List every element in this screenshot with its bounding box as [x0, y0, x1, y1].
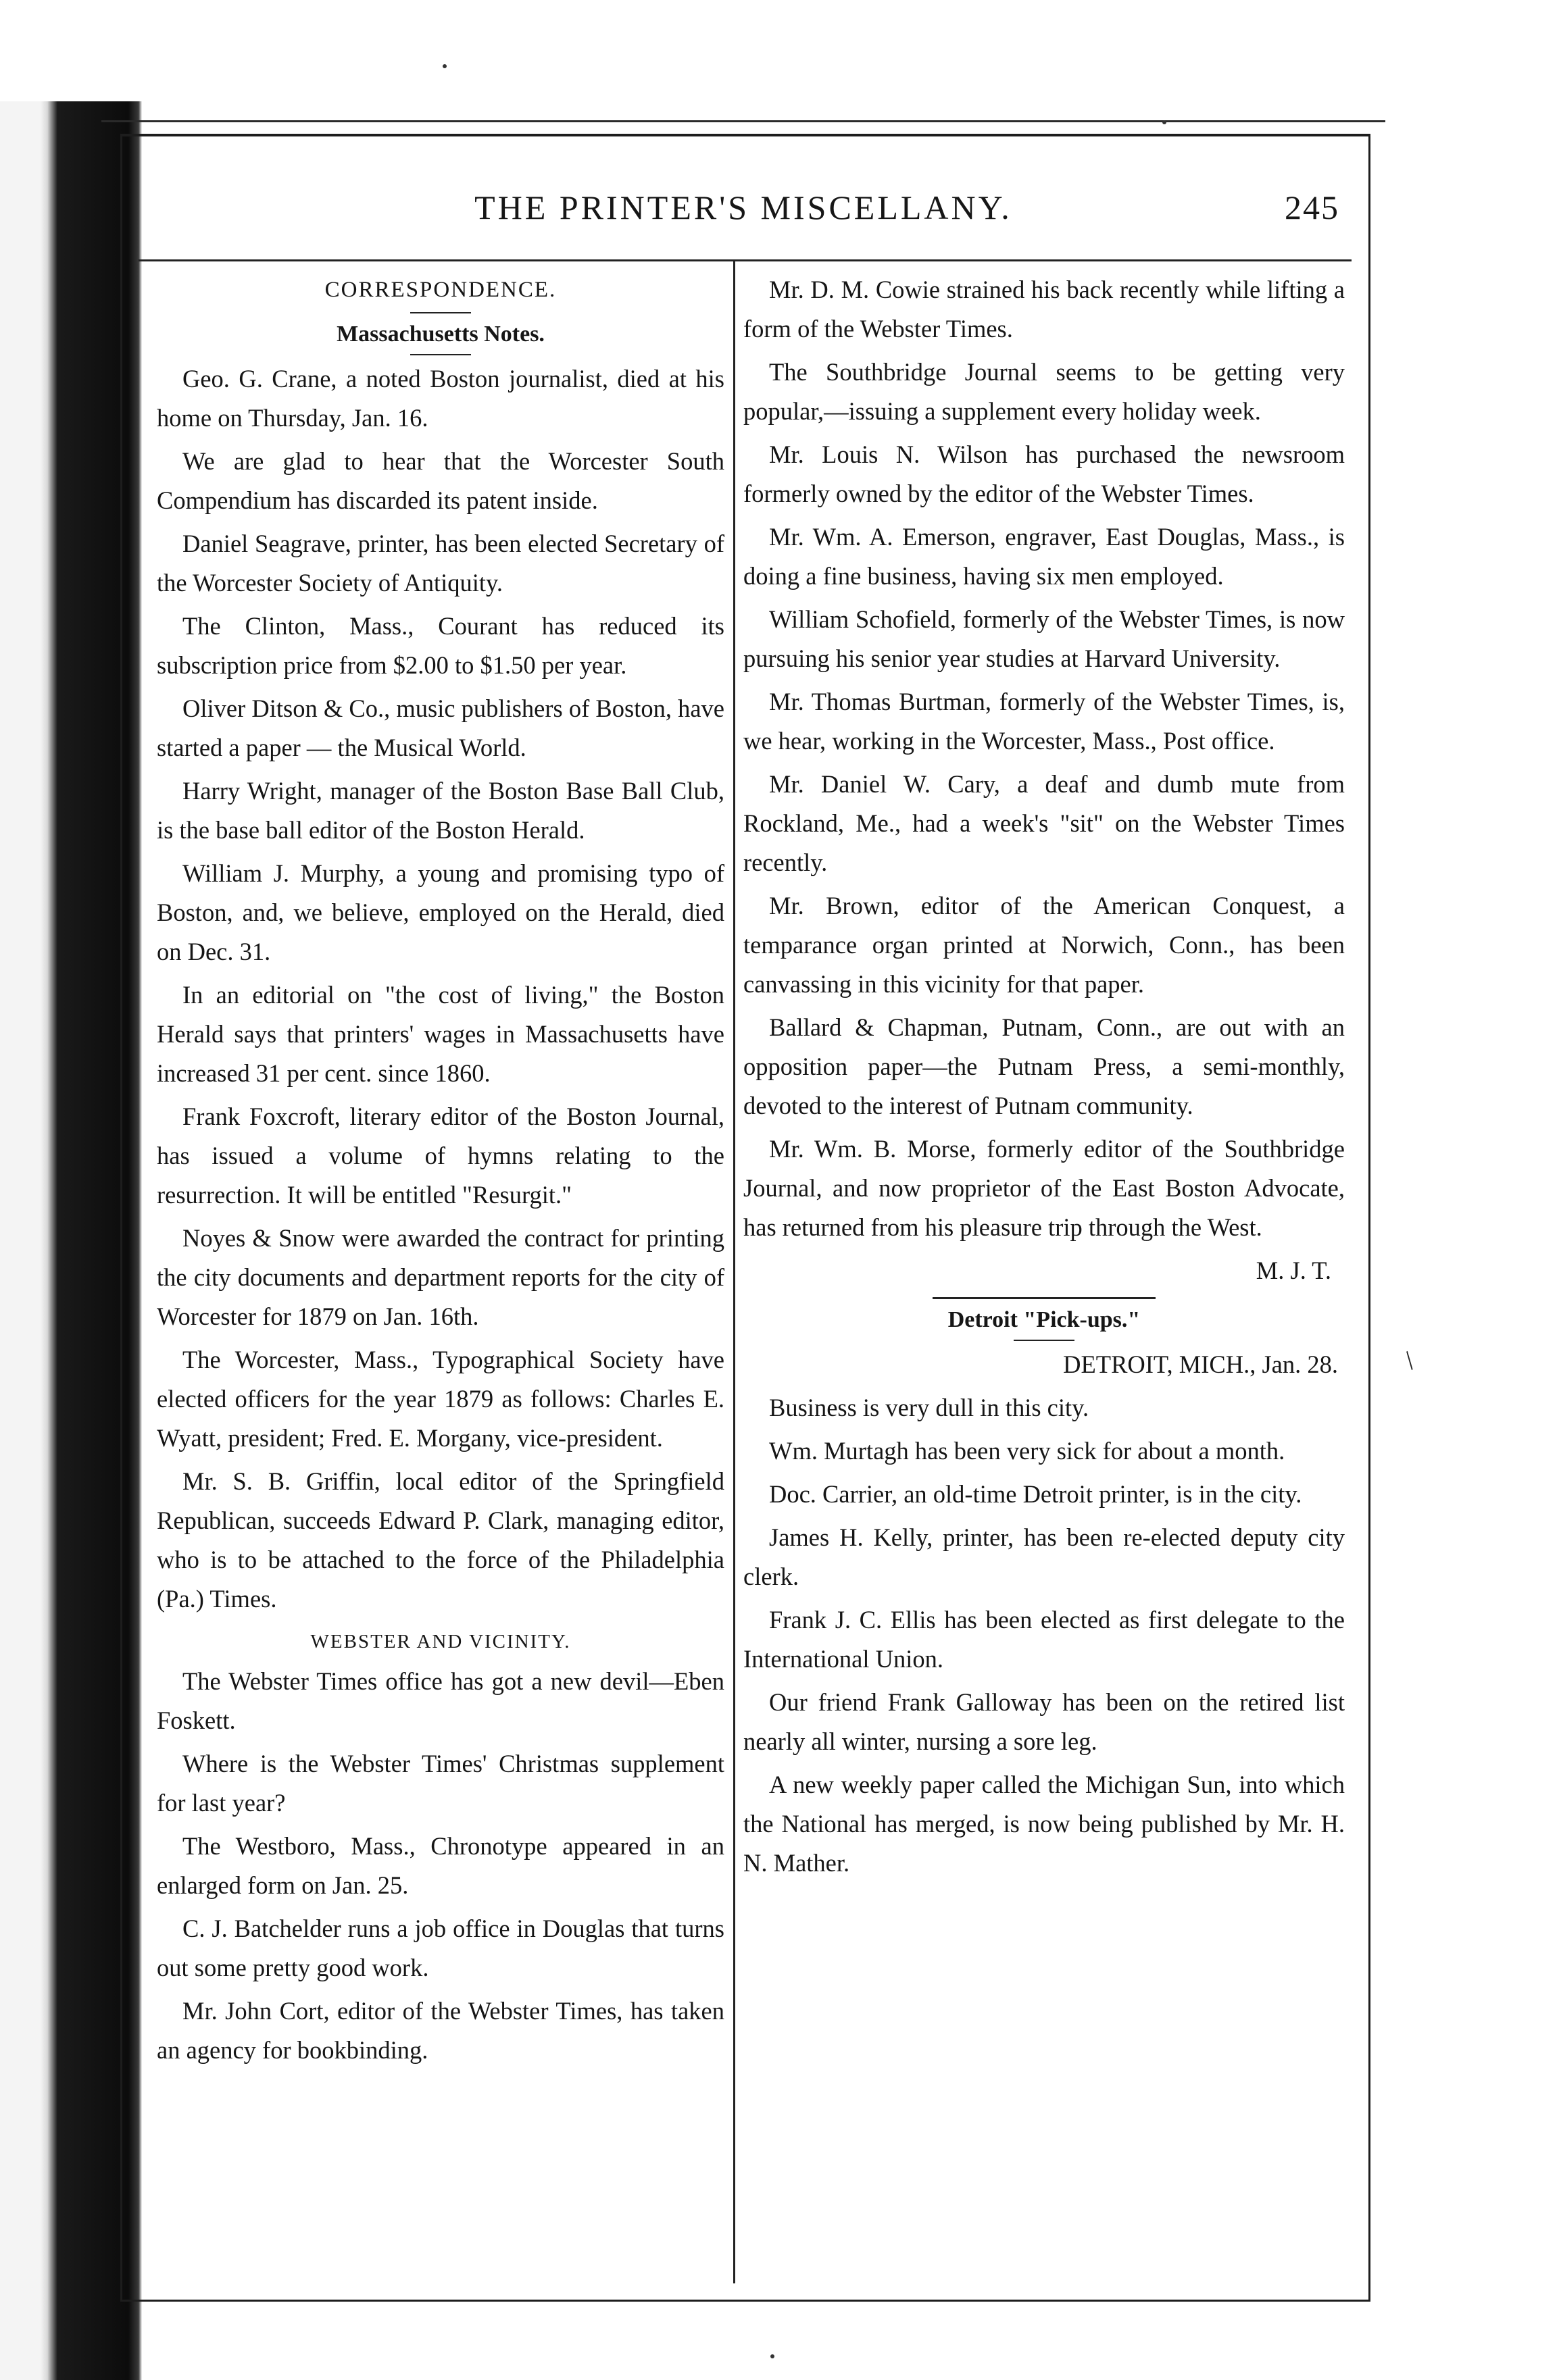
right-column — [743, 270, 1345, 1887]
article-separator-rule — [933, 1297, 1156, 1299]
running-title: THE PRINTER'S MISCELLANY. — [474, 188, 1012, 226]
left-column — [157, 270, 724, 2074]
news-item: Noyes & Snow were awarded the contract for printing the city documents and department reports for the city of Worcester for 1879 on Jan. 16th. — [157, 1224, 724, 1330]
news-item: James H. Kelly, printer, has been re-elected deputy city clerk. — [743, 1523, 1345, 1590]
news-item: Mr. Daniel W. Cary, a deaf and dumb mute from Rockland, Me., had a week's "sit" on the Webster Times recently. — [743, 770, 1345, 876]
news-item: Our friend Frank Galloway has been on the retired list nearly all winter, nursing a sore leg. — [743, 1688, 1345, 1755]
news-item: Mr. Wm. A. Emerson, engraver, East Douglas, Mass., is doing a fine business, having six men employed. — [743, 523, 1345, 590]
news-item: Mr. Louis N. Wilson has purchased the newsroom formerly owned by the editor of the Webster Times. — [743, 440, 1345, 507]
page-number: 245 — [1285, 188, 1339, 226]
subsection-rule — [410, 354, 471, 355]
news-item: Harry Wright, manager of the Boston Base Ball Club, is the base ball editor of the Boston Herald. — [157, 777, 724, 844]
news-item: Mr. Thomas Burtman, formerly of the Webster Times, is, we hear, working in the Worcester, Mass., Post office. — [743, 688, 1345, 755]
news-item: The Westboro, Mass., Chronotype appeared in an enlarged form on Jan. 25. — [157, 1832, 724, 1899]
section-title: CORRESPONDENCE. — [324, 278, 557, 302]
signature: M. J. T. — [1256, 1257, 1331, 1284]
section-rule — [410, 312, 471, 313]
news-item: Daniel Seagrave, printer, has been elected Secretary of the Worcester Society of Antiquity. — [157, 530, 724, 597]
subsection-title: Massachusetts Notes. — [337, 322, 545, 347]
news-item: Frank J. C. Ellis has been elected as first delegate to the International Union. — [743, 1606, 1345, 1673]
outer-border-line — [101, 120, 1385, 122]
news-item: Oliver Ditson & Co., music publishers of Boston, have started a paper — the Musical World. — [157, 694, 724, 761]
detroit-heading-rule — [1014, 1340, 1074, 1341]
column-divider — [733, 259, 735, 2283]
ink-speck — [443, 64, 447, 68]
news-item: The Clinton, Mass., Courant has reduced its subscription price from $2.00 to $1.50 per year. — [157, 612, 724, 679]
news-item: William J. Murphy, a young and promising typo of Boston, and, we believe, employed on the Herald, died on Dec. 31. — [157, 859, 724, 965]
detroit-heading: Detroit "Pick-ups." — [947, 1307, 1141, 1332]
ink-mark: / — [1397, 1345, 1422, 1375]
news-item: Geo. G. Crane, a noted Boston journalist, died at his home on Thursday, Jan. 16. — [157, 365, 724, 432]
news-item: Where is the Webster Times' Christmas supplement for last year? — [157, 1750, 724, 1817]
news-item: The Southbridge Journal seems to be getting very popular,—issuing a supplement every holiday week. — [743, 358, 1345, 425]
news-item: The Webster Times office has got a new devil—Eben Foskett. — [157, 1667, 724, 1734]
news-item: We are glad to hear that the Worcester South Compendium has discarded its patent inside. — [157, 447, 724, 514]
news-item: Wm. Murtagh has been very sick for about a month. — [769, 1437, 1285, 1465]
dateline: DETROIT, MICH., Jan. 28. — [1063, 1350, 1338, 1378]
news-item: Doc. Carrier, an old-time Detroit printer, is in the city. — [769, 1480, 1302, 1508]
webster-heading: WEBSTER AND VICINITY. — [310, 1631, 571, 1652]
news-item: William Schofield, formerly of the Webster Times, is now pursuing his senior year studies at Harvard University. — [743, 605, 1345, 672]
ink-speck — [1162, 120, 1166, 124]
news-item: Mr. S. B. Griffin, local editor of the Springfield Republican, succeeds Edward P. Clark, managing editor, who is to be attached to the force of the Philadelphia (Pa.) Times. — [157, 1467, 724, 1613]
news-item: The Worcester, Mass., Typographical Society have elected officers for the year 1879 as follows: Charles E. Wyatt, president; Fred. E. Morgany, vice-president. — [157, 1346, 724, 1452]
news-item: Mr. Brown, editor of the American Conquest, a temparance organ printed at Norwich, Conn., has been canvassing in this vicinity for that paper. — [743, 892, 1345, 998]
news-item: Mr. John Cort, editor of the Webster Times, has taken an agency for bookbinding. — [157, 1997, 724, 2064]
news-item: In an editorial on "the cost of living," the Boston Herald says that printers' wages in Massachusetts have increased 31 per cent. since 1860. — [157, 981, 724, 1087]
news-item: Mr. D. M. Cowie strained his back recently while lifting a form of the Webster Times. — [743, 276, 1345, 343]
news-item: Business is very dull in this city. — [769, 1394, 1089, 1421]
page-header — [120, 181, 1366, 242]
ink-speck — [770, 2354, 774, 2358]
news-item: Frank Foxcroft, literary editor of the Boston Journal, has issued a volume of hymns relating to the resurrection. It will be entitled "Resurgit." — [157, 1103, 724, 1209]
news-item: C. J. Batchelder runs a job office in Douglas that turns out some pretty good work. — [157, 1915, 724, 1981]
header-rule — [139, 259, 1352, 261]
news-item: Mr. Wm. B. Morse, formerly editor of the Southbridge Journal, and now proprietor of the East Boston Advocate, has returned from his pleasure trip through the West. — [743, 1135, 1345, 1241]
news-item: Ballard & Chapman, Putnam, Conn., are out with an opposition paper—the Putnam Press, a semi-monthly, devoted to the interest of Putnam community. — [743, 1013, 1345, 1119]
news-item: A new weekly paper called the Michigan Sun, into which the National has merged, is now being published by Mr. H. N. Mather. — [743, 1771, 1345, 1877]
